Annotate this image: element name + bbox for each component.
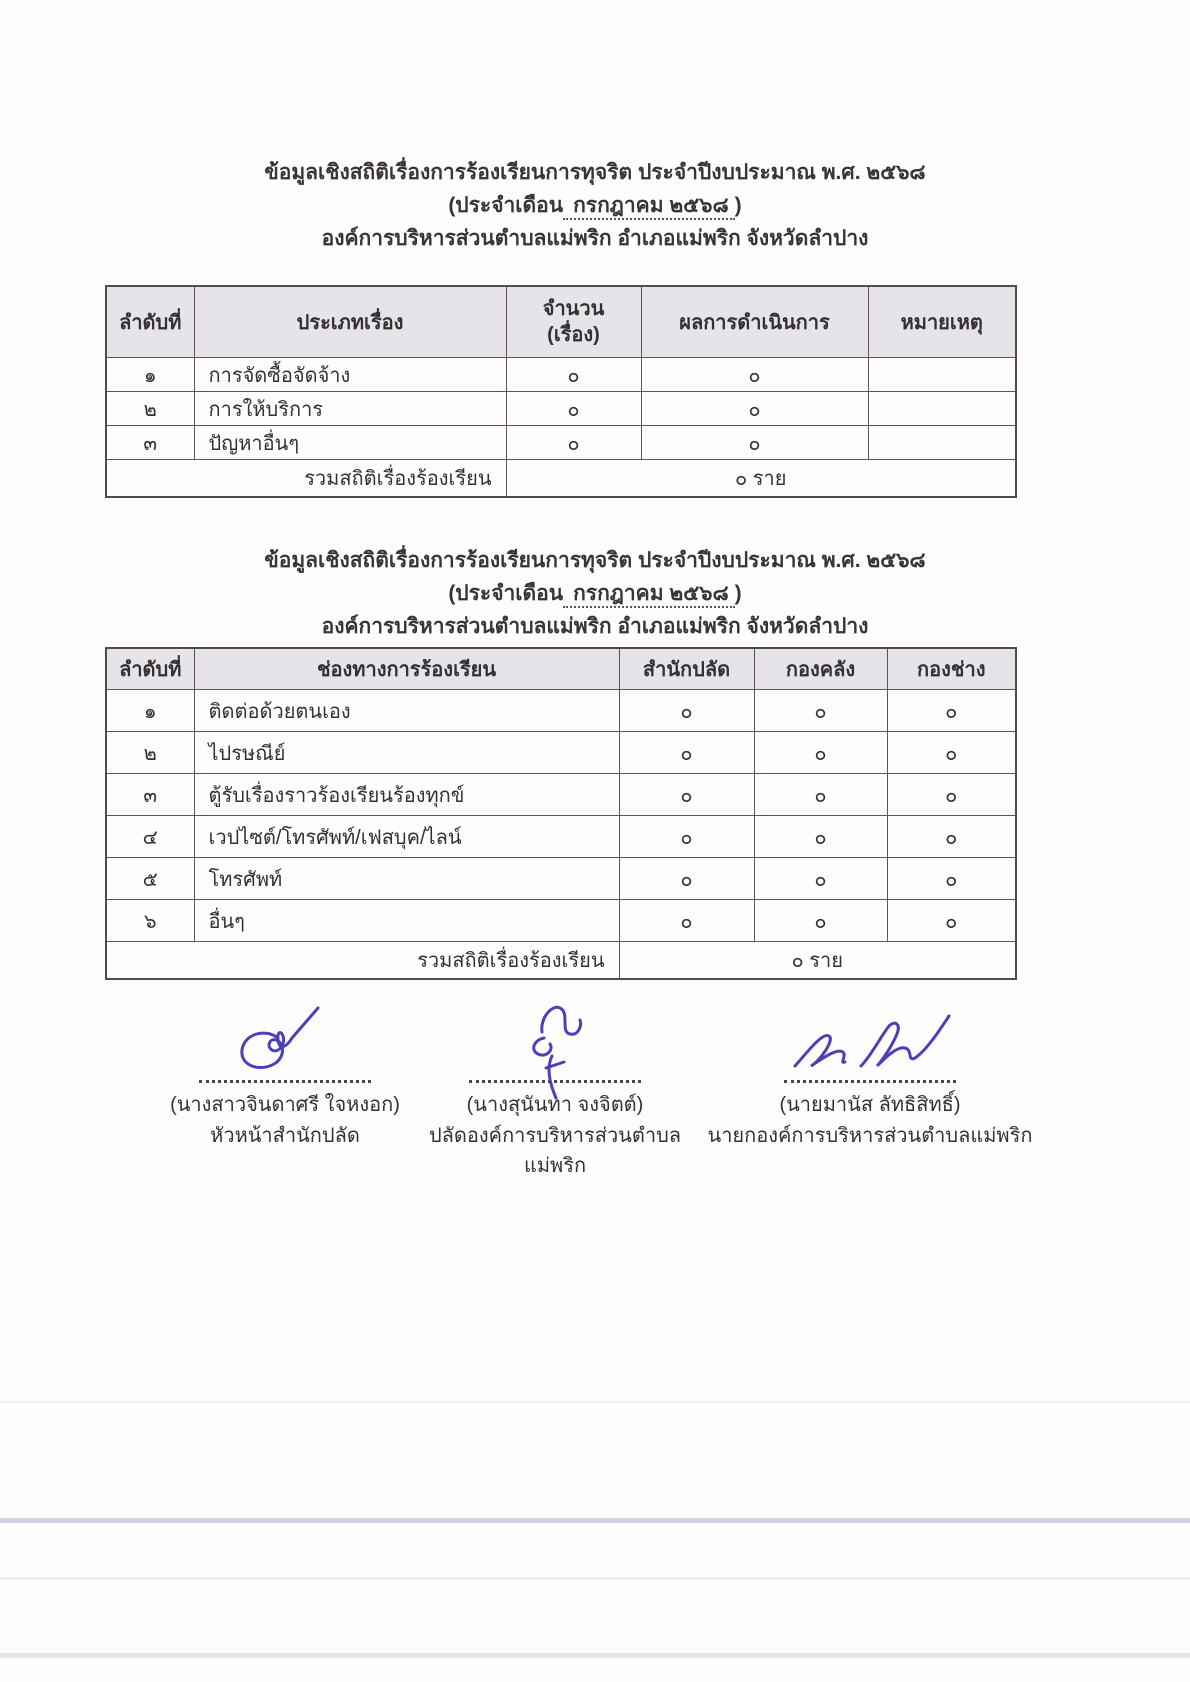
row-number: ๔ — [106, 816, 194, 858]
subtitle-prefix: (ประจำเดือน — [448, 194, 564, 217]
signatory-name: (นายมานัส ลัทธิสิทธิ์) — [779, 1094, 961, 1116]
complaint-type: ปัญหาอื่นๆ — [194, 426, 506, 460]
signature-block-3 — [700, 996, 1040, 1151]
table-row — [106, 690, 1016, 732]
signature-block-2 — [400, 996, 710, 1181]
row-number: ๒ — [106, 732, 194, 774]
complaint-count: ๐ — [506, 358, 641, 392]
table1-col-note: หมายเหตุ — [868, 286, 1016, 358]
table2-header-row — [106, 648, 1016, 690]
complaint-count: ๐ — [506, 392, 641, 426]
office1-count: ๐ — [619, 858, 754, 900]
complaint-channel-table — [105, 647, 1017, 980]
office2-count: ๐ — [754, 774, 887, 816]
signature-image-1 — [150, 996, 420, 1074]
table1-header-row — [106, 286, 1016, 358]
office2-count: ๐ — [754, 690, 887, 732]
table2-col-office3: กองช่าง — [887, 648, 1016, 690]
table1-col-result: ผลการดำเนินการ — [641, 286, 868, 358]
table1-col-count-line1: จำนวน — [542, 298, 605, 320]
office2-count: ๐ — [754, 732, 887, 774]
complaint-result: ๐ — [641, 426, 868, 460]
office3-count: ๐ — [887, 732, 1016, 774]
channel-name: โทรศัพท์ — [194, 858, 619, 900]
document-title-2: ข้อมูลเชิงสถิติเรื่องการร้องเรียนการทุจริต ประจำปีงบประมาณ พ.ศ. ๒๕๖๘ — [264, 549, 926, 572]
office1-count: ๐ — [619, 816, 754, 858]
title-block-2 — [0, 544, 1190, 643]
table-row — [106, 816, 1016, 858]
signature-section — [0, 996, 1190, 1186]
row-number: ๓ — [106, 426, 194, 460]
complaint-result: ๐ — [641, 358, 868, 392]
table-row — [106, 900, 1016, 942]
complaint-type-table — [105, 285, 1017, 498]
total-value: ๐ ราย — [506, 460, 1016, 498]
channel-name: ไปรษณีย์ — [194, 732, 619, 774]
subtitle-prefix: (ประจำเดือน — [448, 582, 564, 605]
total-label: รวมสถิติเรื่องร้องเรียน — [106, 942, 619, 980]
document-org-line-1: องค์การบริหารส่วนตำบลแม่พริก อำเภอแม่พริก จังหวัดลำปาง — [321, 227, 869, 250]
table2-col-office2: กองคลัง — [754, 648, 887, 690]
table-row — [106, 358, 1016, 392]
scan-artifact-line — [0, 1518, 1190, 1523]
table-row — [106, 392, 1016, 426]
signature-image-2 — [400, 996, 710, 1074]
complaint-note — [868, 426, 1016, 460]
table2-col-channel: ช่องทางการร้องเรียน — [194, 648, 619, 690]
office2-count: ๐ — [754, 816, 887, 858]
signatory-title: หัวหน้าสำนักปลัด — [210, 1125, 360, 1147]
scan-artifact-line — [0, 1653, 1190, 1658]
row-number: ๑ — [106, 690, 194, 732]
channel-name: เวปไซต์/โทรศัพท์/เฟสบุค/ไลน์ — [194, 816, 619, 858]
table1-col-count — [506, 286, 641, 358]
subtitle-month-underlined: กรกฎาคม ๒๕๖๘ — [563, 582, 735, 608]
office1-count: ๐ — [619, 774, 754, 816]
table-row — [106, 858, 1016, 900]
channel-name: อื่นๆ — [194, 900, 619, 942]
channel-name: ติดต่อด้วยตนเอง — [194, 690, 619, 732]
office3-count: ๐ — [887, 774, 1016, 816]
document-org-line-2: องค์การบริหารส่วนตำบลแม่พริก อำเภอแม่พริก จังหวัดลำปาง — [321, 615, 869, 638]
subtitle-suffix: ) — [734, 582, 742, 605]
subtitle-suffix: ) — [734, 194, 742, 217]
document-subtitle-1 — [0, 189, 1190, 222]
row-number: ๖ — [106, 900, 194, 942]
row-number: ๓ — [106, 774, 194, 816]
table-row — [106, 774, 1016, 816]
office1-count: ๐ — [619, 690, 754, 732]
table1-col-type: ประเภทเรื่อง — [194, 286, 506, 358]
office1-count: ๐ — [619, 732, 754, 774]
title-block-1 — [0, 156, 1190, 255]
row-number: ๑ — [106, 358, 194, 392]
office3-count: ๐ — [887, 690, 1016, 732]
table1-col-count-line2: (เรื่อง) — [547, 324, 600, 346]
total-label: รวมสถิติเรื่องร้องเรียน — [106, 460, 506, 498]
document-subtitle-2 — [0, 577, 1190, 610]
scan-artifact-line — [0, 1577, 1190, 1580]
scan-artifact-line — [0, 1401, 1190, 1403]
signatory-name: (นางสาวจินดาศรี ใจหงอก) — [170, 1094, 400, 1116]
table2-col-no: ลำดับที่ — [106, 648, 194, 690]
table-row — [106, 732, 1016, 774]
table2-col-office1: สำนักปลัด — [619, 648, 754, 690]
office3-count: ๐ — [887, 816, 1016, 858]
signature-block-1 — [150, 996, 420, 1151]
complaint-note — [868, 392, 1016, 426]
complaint-count: ๐ — [506, 426, 641, 460]
office3-count: ๐ — [887, 858, 1016, 900]
table1-footer-row — [106, 460, 1016, 498]
office2-count: ๐ — [754, 858, 887, 900]
office2-count: ๐ — [754, 900, 887, 942]
signature-image-3 — [700, 996, 1040, 1074]
total-value: ๐ ราย — [619, 942, 1016, 980]
complaint-type: การจัดซื้อจัดจ้าง — [194, 358, 506, 392]
complaint-note — [868, 358, 1016, 392]
row-number: ๒ — [106, 392, 194, 426]
table1-col-no: ลำดับที่ — [106, 286, 194, 358]
complaint-result: ๐ — [641, 392, 868, 426]
row-number: ๕ — [106, 858, 194, 900]
signatory-title: นายกองค์การบริหารส่วนตำบลแม่พริก — [707, 1125, 1033, 1147]
office3-count: ๐ — [887, 900, 1016, 942]
signatory-name: (นางสุนันทา จงจิตต์) — [466, 1094, 644, 1116]
table2-footer-row — [106, 942, 1016, 980]
complaint-type: การให้บริการ — [194, 392, 506, 426]
table-row — [106, 426, 1016, 460]
channel-name: ตู้รับเรื่องราวร้องเรียนร้องทุกข์ — [194, 774, 619, 816]
office1-count: ๐ — [619, 900, 754, 942]
signatory-title: ปลัดองค์การบริหารส่วนตำบลแม่พริก — [428, 1125, 682, 1177]
subtitle-month-underlined: กรกฎาคม ๒๕๖๘ — [563, 194, 735, 220]
document-title-1: ข้อมูลเชิงสถิติเรื่องการร้องเรียนการทุจริต ประจำปีงบประมาณ พ.ศ. ๒๕๖๘ — [264, 161, 926, 184]
